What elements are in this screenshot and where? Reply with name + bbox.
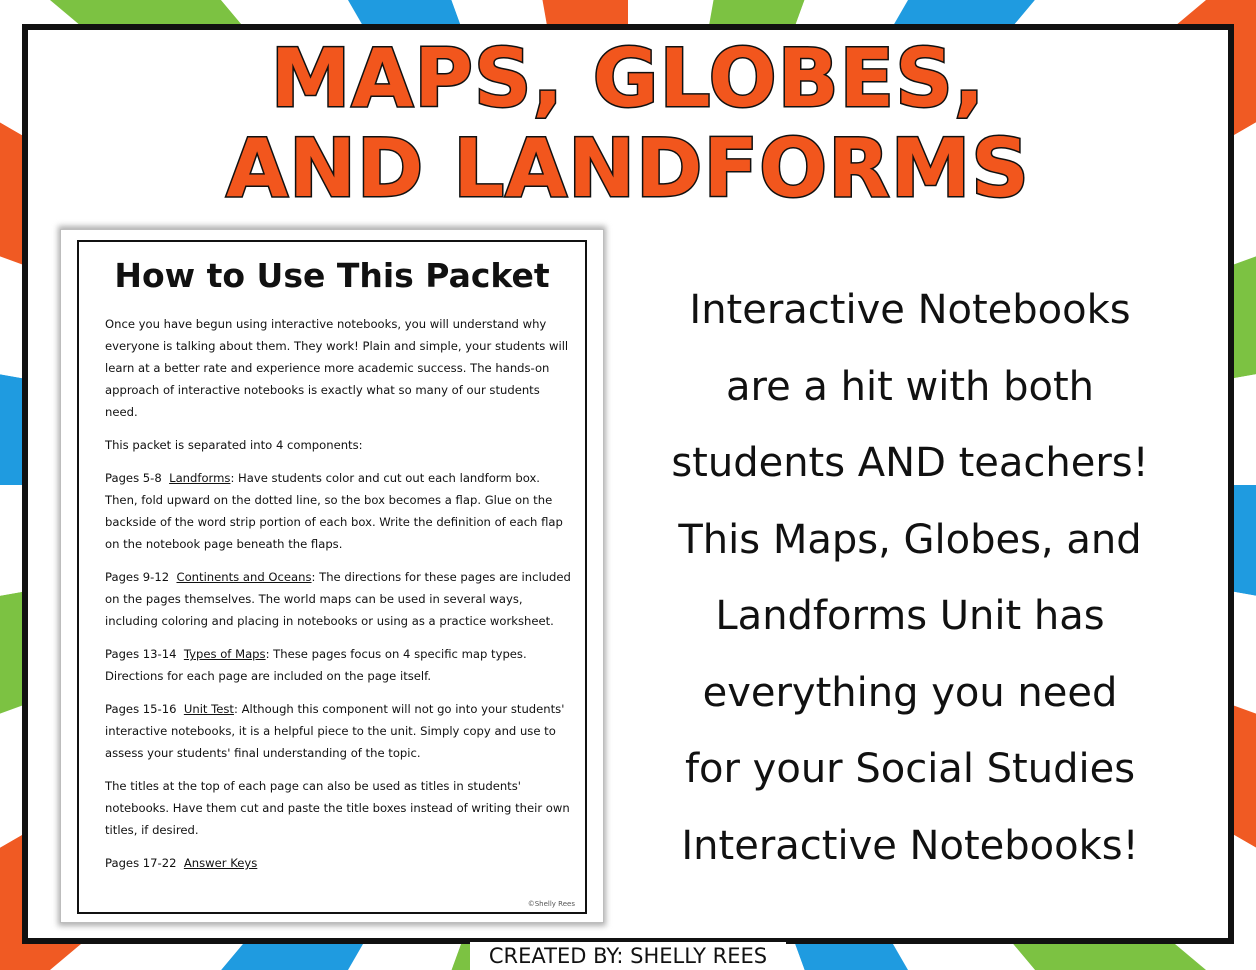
creator-credit: CREATED BY: SHELLY REES: [488, 944, 768, 968]
section-text: : Although this component will not go into your students' interactive notebooks, it is a helpful piece to the unit. Simply copy and use to assess your students' final understanding of the topic.: [105, 702, 565, 760]
promo-line: Interactive Notebooks: [689, 287, 1131, 333]
section-pages: Pages 15-16: [105, 702, 177, 716]
promo-text: [640, 272, 1180, 884]
packet-section-unit-test: [105, 698, 571, 764]
section-label: Continents and Oceans: [176, 570, 312, 584]
packet-intro: Once you have begun using interactive notebooks, you will understand why everyone is talking about them. They work! Plain and simple, your students will learn at a better rate and experience more academic success. The hands-on approach of interactive notebooks is exactly what so many of our students need.: [105, 317, 569, 419]
section-text: : These pages focus on 4 specific map types. Directions for each page are included on the page itself.: [105, 647, 527, 683]
footer-badge: [470, 942, 786, 970]
section-pages: Pages 17-22: [105, 856, 177, 870]
packet-components-intro: This packet is separated into 4 components:: [105, 438, 363, 452]
promo-line: students AND teachers!: [671, 440, 1149, 486]
packet-section-continents: [105, 566, 571, 632]
promo-line: Interactive Notebooks!: [681, 822, 1139, 869]
section-label: Unit Test: [183, 702, 234, 716]
promo-line: for your Social Studies: [684, 746, 1136, 792]
packet-titles-note: The titles at the top of each page can also be used as titles in students' notebooks. Have them cut and paste the title boxes instead of writing their own titles, if desired.: [105, 779, 570, 837]
packet-section-landforms: [105, 467, 571, 555]
packet-copyright: ©Shelly Rees: [527, 900, 575, 908]
packet-section-types-of-maps: [105, 643, 571, 687]
section-pages: Pages 13-14: [105, 647, 177, 661]
packet-heading: How to Use This Packet: [114, 256, 550, 295]
packet-body: [105, 313, 571, 885]
section-label: Landforms: [169, 471, 231, 485]
section-text: : The directions for these pages are included on the pages themselves. The world maps can be used in several ways, including coloring and placing in notebooks or using as a practice worksheet.: [105, 570, 571, 628]
section-pages: Pages 9-12: [105, 570, 170, 584]
section-label: Types of Maps: [183, 647, 266, 661]
title-line-1: MAPS, GLOBES,: [270, 32, 986, 125]
section-label: Answer Keys: [183, 856, 258, 870]
section-text: : Have students color and cut out each landform box. Then, fold upward on the dotted line, so the box becomes a flap. Glue on the backside of the word strip portion of each box. Write the definition of each flap on the notebook page beneath the flaps.: [105, 471, 563, 551]
packet-answer-keys: [105, 852, 571, 874]
promo-line: Landforms Unit has: [715, 593, 1105, 639]
section-pages: Pages 5-8: [105, 471, 162, 485]
title-line-2: AND LANDFORMS: [226, 122, 1030, 215]
promo-line: This Maps, Globes, and: [678, 516, 1142, 563]
promo-line: are a hit with both: [726, 363, 1094, 410]
packet-page-preview: [60, 229, 604, 923]
promo-line: everything you need: [702, 669, 1118, 716]
packet-page-border: [77, 240, 587, 914]
